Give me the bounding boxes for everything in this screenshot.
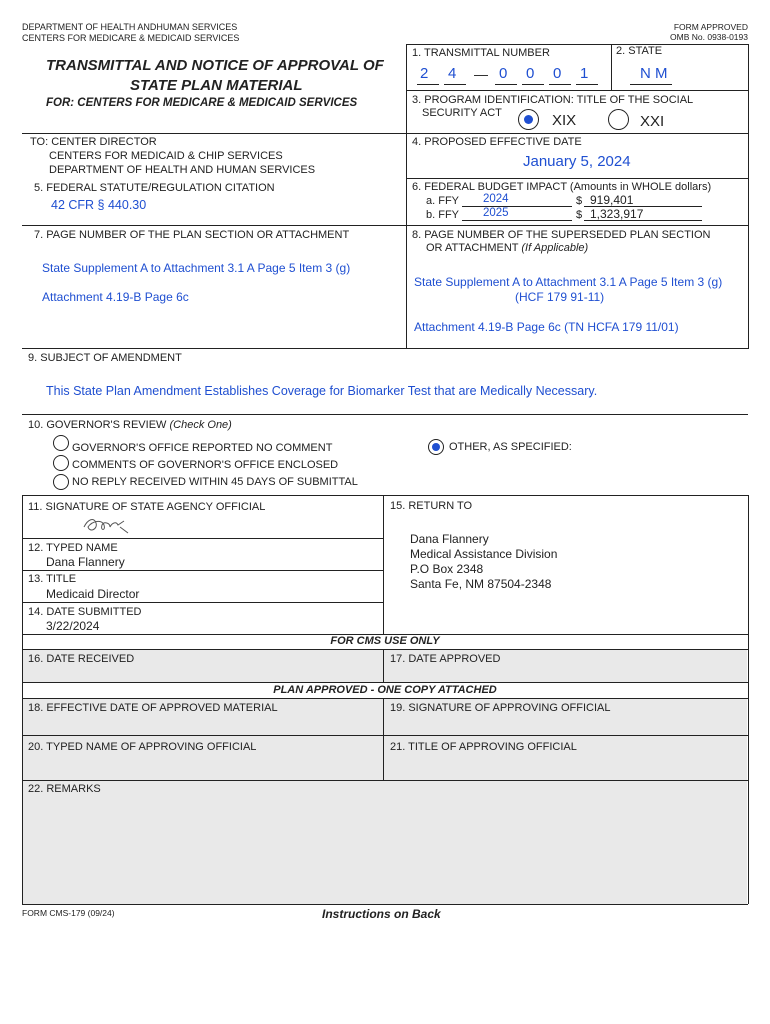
state-official-signature (80, 513, 132, 537)
budget-b-amount[interactable]: 1,323,917 (590, 207, 644, 221)
transmittal-digit-4[interactable]: 0 (526, 65, 535, 82)
governor-no-reply-label: NO REPLY RECEIVED WITHIN 45 DAYS OF SUBMITTAL (72, 476, 358, 488)
superseded-label-line-1: 8. PAGE NUMBER OF THE SUPERSEDED PLAN SECTION (412, 229, 711, 241)
budget-a-year[interactable]: 2024 (483, 193, 509, 205)
page-number-label: 7. PAGE NUMBER OF THE PLAN SECTION OR ATTACHMENT (34, 229, 350, 241)
effective-approved-label: 18. EFFECTIVE DATE OF APPROVED MATERIAL (28, 702, 278, 714)
transmittal-digit-5[interactable]: 0 (553, 65, 562, 82)
transmittal-digit-3[interactable]: 0 (499, 65, 508, 82)
superseded-value-3[interactable]: Attachment 4.19-B Page 6c (TN HCFA 179 11/01) (414, 320, 679, 334)
signature-label: 11. SIGNATURE OF STATE AGENCY OFFICIAL (28, 501, 266, 513)
governor-comments-enclosed-label: COMMENTS OF GOVERNOR'S OFFICE ENCLOSED (72, 459, 339, 471)
plan-approved-header: PLAN APPROVED - ONE COPY ATTACHED (273, 684, 497, 696)
budget-b-dollar: $ (576, 209, 583, 221)
date-submitted-value[interactable]: 3/22/2024 (46, 619, 100, 633)
budget-b-label: b. FFY (426, 209, 460, 221)
budget-a-amount[interactable]: 919,401 (590, 193, 634, 207)
transmittal-number-label: 1. TRANSMITTAL NUMBER (412, 47, 550, 59)
date-received-label: 16. DATE RECEIVED (28, 653, 135, 665)
typed-name-label: 12. TYPED NAME (28, 542, 118, 554)
form-for-line: FOR: CENTERS FOR MEDICARE & MEDICAID SERVICES (46, 97, 358, 109)
form-title-line-2: STATE PLAN MATERIAL (130, 77, 303, 94)
governor-no-reply-radio[interactable] (53, 474, 69, 490)
superseded-value-2[interactable]: (HCF 179 91-11) (515, 290, 605, 304)
remarks-label: 22. REMARKS (28, 783, 101, 795)
state-value[interactable]: N M (640, 65, 668, 82)
program-id-label-line-1: 3. PROGRAM IDENTIFICATION: TITLE OF THE SOCIAL (412, 94, 694, 106)
governor-other-radio[interactable] (428, 439, 444, 455)
governor-review-label: 10. GOVERNOR'S REVIEW (Check One) (28, 419, 232, 431)
typed-name-value[interactable]: Dana Flannery (46, 555, 125, 569)
budget-b-year[interactable]: 2025 (483, 207, 509, 219)
effective-date-value[interactable]: January 5, 2024 (523, 153, 631, 170)
superseded-value-1[interactable]: State Supplement A to Attachment 3.1 A Page 5 Item 3 (g) (414, 275, 723, 289)
budget-impact-label: 6. FEDERAL BUDGET IMPACT (Amounts in WHOLE dollars) (412, 181, 712, 193)
transmittal-digit-6[interactable]: 1 (580, 65, 589, 82)
program-xix-radio[interactable] (518, 109, 539, 130)
transmittal-dash: — (474, 66, 488, 82)
statute-label: 5. FEDERAL STATUTE/REGULATION CITATION (34, 182, 275, 194)
subject-label: 9. SUBJECT OF AMENDMENT (28, 352, 182, 364)
program-xix-label: XIX (552, 112, 577, 129)
governor-no-comment-label: GOVERNOR'S OFFICE REPORTED NO COMMENT (72, 442, 333, 454)
date-submitted-label: 14. DATE SUBMITTED (28, 606, 142, 618)
approving-typed-name-label: 20. TYPED NAME OF APPROVING OFFICIAL (28, 741, 257, 753)
statute-value[interactable]: 42 CFR § 440.30 (51, 198, 147, 212)
date-approved-label: 17. DATE APPROVED (390, 653, 501, 665)
form-title-line-1: TRANSMITTAL AND NOTICE OF APPROVAL OF (46, 57, 384, 74)
approving-title-label: 21. TITLE OF APPROVING OFFICIAL (390, 741, 577, 753)
to-line-2: CENTERS FOR MEDICAID & CHIP SERVICES (49, 150, 283, 162)
budget-a-dollar: $ (576, 195, 583, 207)
effective-date-label: 4. PROPOSED EFFECTIVE DATE (412, 136, 582, 148)
program-xxi-radio[interactable] (608, 109, 629, 130)
cms-use-only-header: FOR CMS USE ONLY (330, 635, 440, 647)
transmittal-digit-1[interactable]: 2 (420, 65, 429, 82)
department-line-2: CENTERS FOR MEDICARE & MEDICAID SERVICES (22, 33, 240, 43)
return-to-line-3[interactable]: P.O Box 2348 (410, 562, 484, 576)
page-number-value-2[interactable]: Attachment 4.19-B Page 6c (42, 290, 189, 304)
state-label: 2. STATE (616, 45, 663, 57)
form-id: FORM CMS-179 (09/24) (22, 908, 115, 918)
subject-value[interactable]: This State Plan Amendment Establishes Coverage for Biomarker Test that are Medically Necessary. (46, 384, 598, 398)
title-label: 13. TITLE (28, 573, 77, 585)
superseded-label-line-2: OR ATTACHMENT (If Applicable) (426, 242, 589, 254)
return-to-line-1[interactable]: Dana Flannery (410, 532, 489, 546)
budget-a-label: a. FFY (426, 195, 460, 207)
return-to-line-4[interactable]: Santa Fe, NM 87504-2348 (410, 577, 552, 591)
return-to-label: 15. RETURN TO (390, 500, 473, 512)
omb-number: OMB No. 0938-0193 (670, 32, 748, 42)
governor-comments-enclosed-radio[interactable] (53, 455, 69, 471)
return-to-line-2[interactable]: Medical Assistance Division (410, 547, 558, 561)
form-approved-label: FORM APPROVED (673, 22, 748, 32)
program-xxi-label: XXI (640, 113, 665, 130)
transmittal-digit-2[interactable]: 4 (448, 65, 457, 82)
title-value[interactable]: Medicaid Director (46, 587, 140, 601)
page-number-value-1[interactable]: State Supplement A to Attachment 3.1 A Page 5 Item 3 (g) (42, 261, 351, 275)
approving-signature-label: 19. SIGNATURE OF APPROVING OFFICIAL (390, 702, 611, 714)
to-line-3: DEPARTMENT OF HEALTH AND HUMAN SERVICES (49, 164, 316, 176)
instructions-on-back: Instructions on Back (322, 907, 441, 921)
governor-other-label: OTHER, AS SPECIFIED: (449, 441, 572, 453)
to-line-1: TO: CENTER DIRECTOR (30, 136, 157, 148)
governor-no-comment-radio[interactable] (53, 435, 69, 451)
program-id-label-line-2: SECURITY ACT (422, 107, 502, 119)
department-line-1: DEPARTMENT OF HEALTH ANDHUMAN SERVICES (22, 22, 238, 32)
